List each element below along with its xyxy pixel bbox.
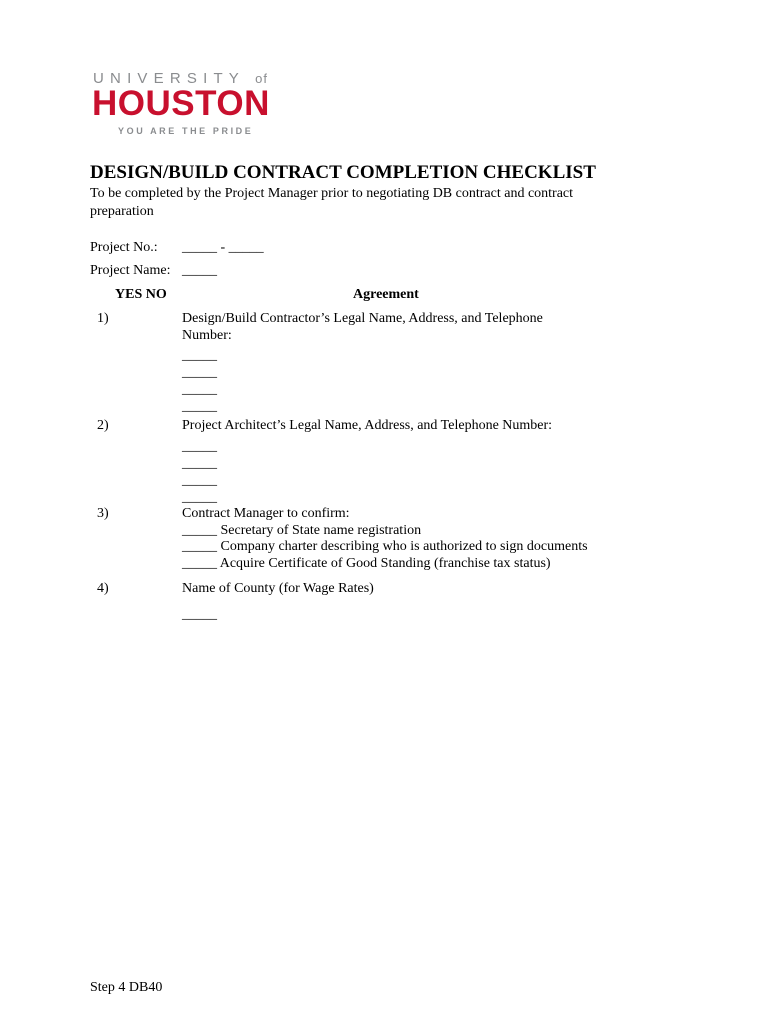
item-number: 2) [97, 418, 109, 433]
footer-step: Step 4 DB40 [90, 980, 163, 995]
logo-houston: HOUSTON [92, 84, 270, 123]
fill-in-blank[interactable]: _____ Acquire Certificate of Good Standing (franchise tax status) [182, 555, 551, 571]
item-number: 4) [97, 581, 109, 596]
fill-in-blank[interactable]: _____ [182, 348, 217, 363]
item-number: 1) [97, 311, 109, 326]
fill-in-blank[interactable]: _____ [182, 438, 217, 454]
item-text: Contract Manager to confirm: [182, 506, 350, 521]
fill-in-blank[interactable]: _____ [182, 472, 217, 488]
fill-in-blank[interactable]: _____ [182, 365, 217, 380]
yes-no-header: YES NO [115, 287, 167, 302]
logo-tagline: YOU ARE THE PRIDE [118, 126, 254, 136]
item-text: Name of County (for Wage Rates) [182, 581, 374, 596]
project-name-field[interactable]: _____ [182, 263, 217, 278]
fill-in-blank[interactable]: _____ [182, 399, 217, 414]
logo-of: of [255, 71, 268, 86]
subtitle-line-1: To be completed by the Project Manager prior to negotiating DB contract and contract [90, 186, 574, 201]
fill-in-blank[interactable]: _____ [182, 607, 217, 622]
item-text: Project Architect’s Legal Name, Address, and Telephone Number: [182, 418, 553, 433]
fill-in-blank[interactable]: _____ [182, 382, 217, 397]
subtitle-line-2: preparation [90, 204, 154, 219]
document-title: DESIGN/BUILD CONTRACT COMPLETION CHECKLIST [90, 162, 596, 183]
fill-in-blank[interactable]: _____ Secretary of State name registration [182, 522, 422, 538]
item-text: Number: [182, 327, 232, 343]
project-no-field[interactable]: _____ - _____ [182, 240, 264, 255]
item-text: Design/Build Contractor’s Legal Name, Address, and Telephone [182, 311, 543, 326]
project-no-label: Project No.: [90, 240, 158, 255]
project-name-label: Project Name: [90, 263, 171, 278]
fill-in-blank[interactable]: _____ [182, 455, 217, 471]
fill-in-blank[interactable]: _____ Company charter describing who is authorized to sign documents [182, 539, 588, 554]
fill-in-blank[interactable]: _____ [182, 489, 217, 505]
item-number: 3) [97, 506, 109, 521]
agreement-header: Agreement [353, 287, 419, 302]
logo-university: UNIVERSITY [93, 70, 245, 87]
